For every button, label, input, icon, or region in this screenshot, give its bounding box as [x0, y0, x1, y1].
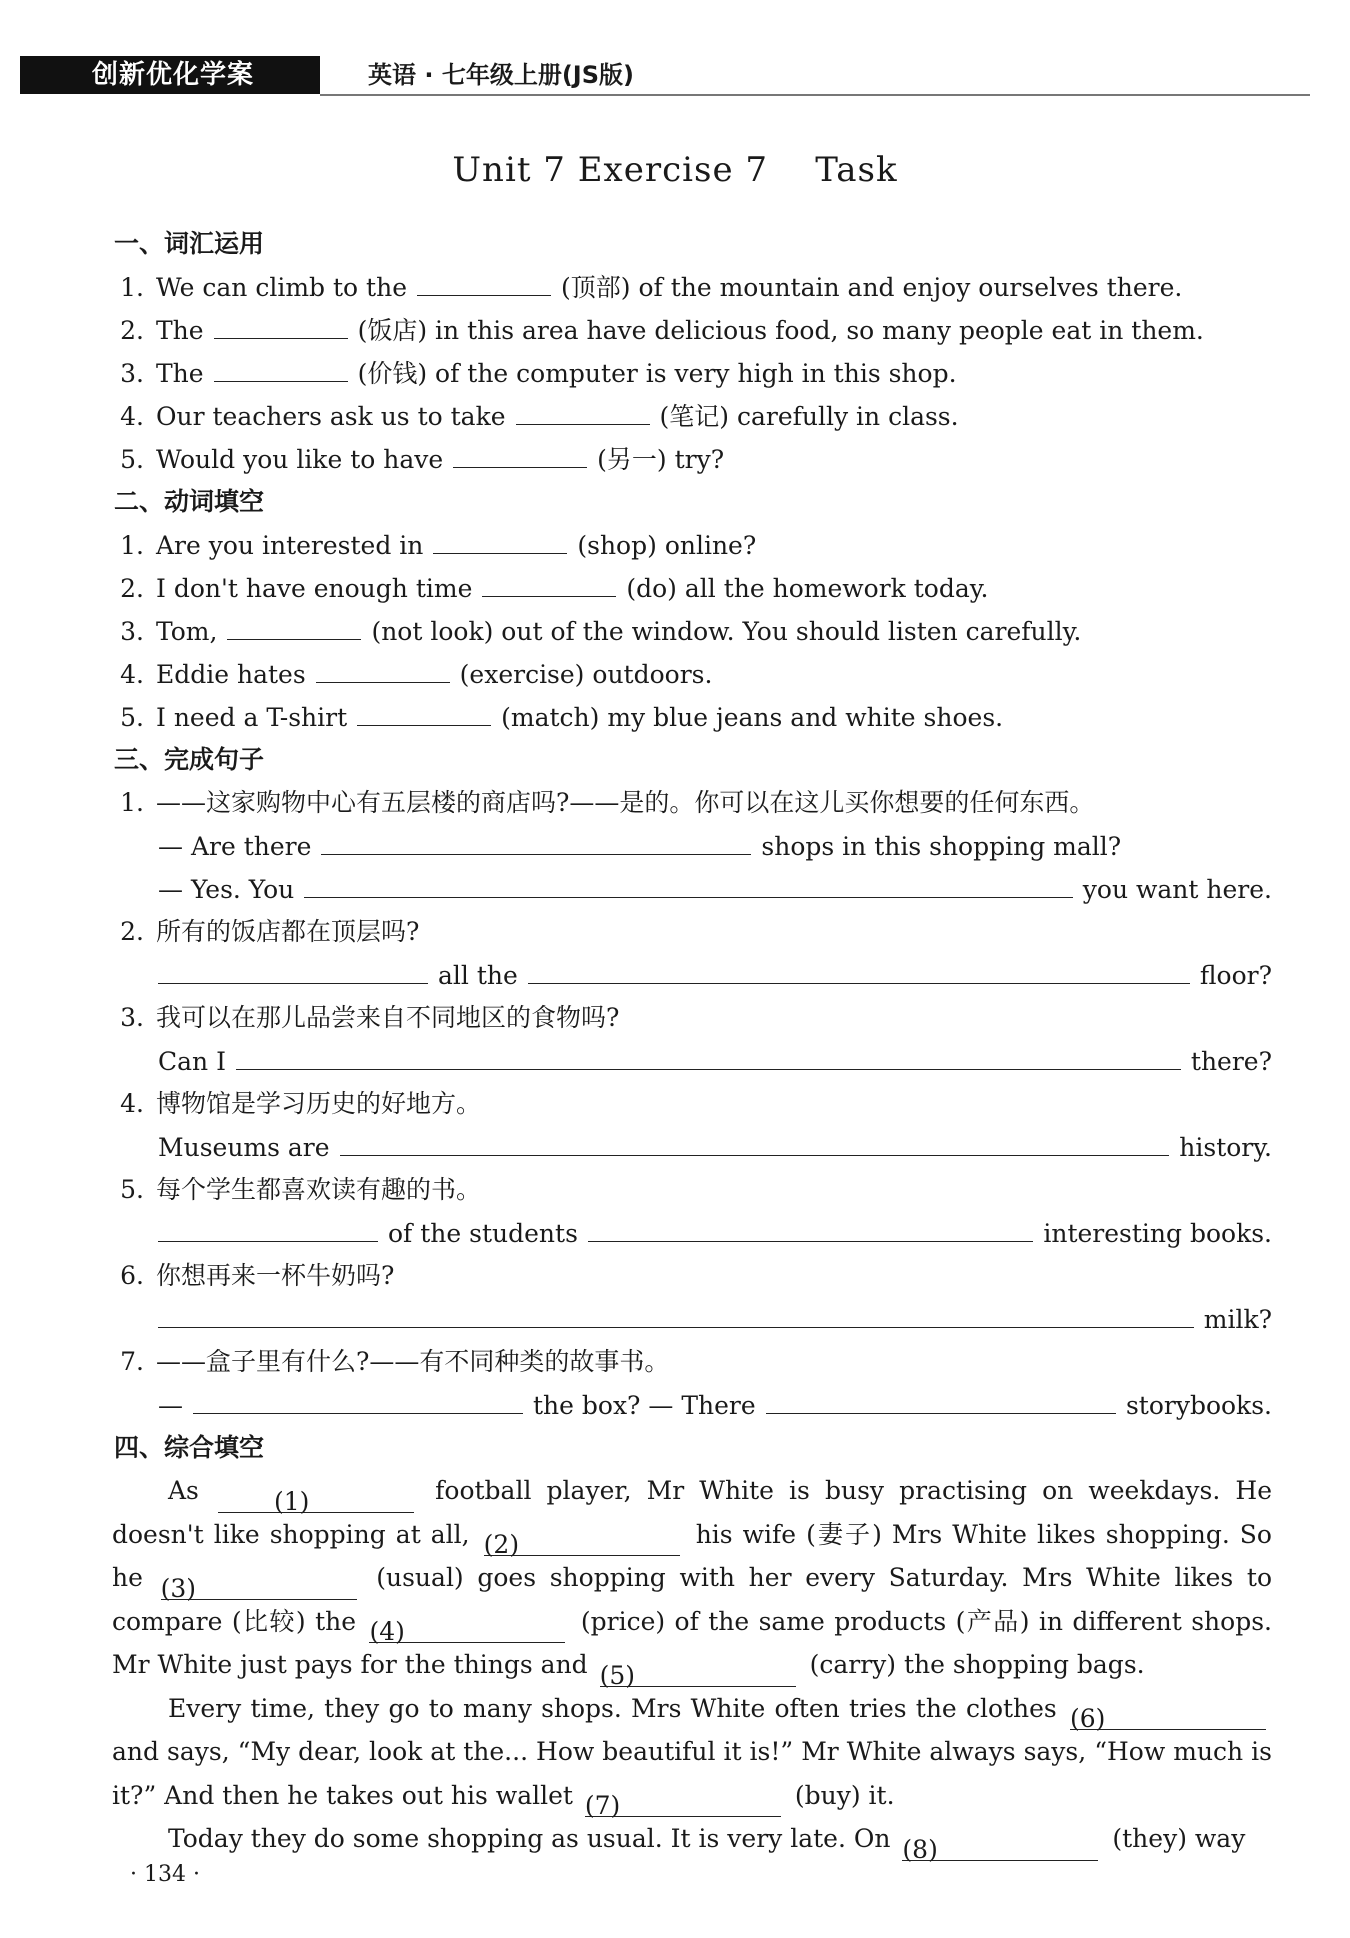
item-text: all the	[438, 961, 518, 990]
chinese-prompt: ——这家购物中心有五层楼的商店吗?——是的。你可以在这儿买你想要的任何东西。	[156, 788, 1095, 817]
exercise-item	[114, 1254, 1272, 1297]
cloze-blank-2[interactable]	[483, 1523, 680, 1559]
exercise-item	[114, 695, 1272, 738]
item-number: 1.	[120, 788, 144, 817]
para-text: (they) way	[1112, 1824, 1246, 1853]
item-text: (价钱) of the computer is very high in this shop.	[357, 359, 957, 388]
item-text: there?	[1190, 1047, 1272, 1076]
answer-line	[114, 1383, 1272, 1426]
item-text: (另一) try?	[597, 445, 725, 474]
para-text: Today they do some shopping as usual. It is very late. On	[168, 1824, 891, 1853]
page-number: · 134 ·	[130, 1862, 200, 1887]
item-text: shops in this shopping mall?	[761, 832, 1122, 861]
exercise-item	[114, 308, 1272, 351]
item-number: 5.	[120, 445, 144, 474]
answer-blank[interactable]	[340, 1125, 1170, 1156]
item-text: you want here.	[1082, 875, 1272, 904]
exercise-item	[114, 1082, 1272, 1125]
item-text: history.	[1179, 1133, 1272, 1162]
exercise-item	[114, 523, 1272, 566]
para-text: football player, Mr White is busy practising on weekdays. He doesn't like shopping at all,	[112, 1476, 1273, 1549]
para-text: and says, “My dear, look at the... How beautiful it is!” Mr White always says, “How much is it?” And then he takes out his wallet	[112, 1737, 1272, 1810]
answer-line	[114, 953, 1272, 996]
item-number: 3.	[120, 1003, 144, 1032]
exercise-item	[114, 351, 1272, 394]
exercise-item	[114, 1340, 1272, 1383]
item-text: The	[156, 359, 204, 388]
answer-blank[interactable]	[357, 695, 491, 726]
item-text: I don't have enough time	[156, 574, 473, 603]
para-text: Every time, they go to many shops. Mrs White often tries the clothes	[168, 1693, 1057, 1723]
item-text: floor?	[1199, 961, 1272, 990]
answer-blank[interactable]	[193, 1383, 523, 1414]
item-number: 5.	[120, 1175, 144, 1204]
blank-number: (6)	[1069, 1704, 1106, 1733]
item-text: Tom,	[156, 617, 218, 646]
item-text: (do) all the homework today.	[626, 574, 989, 603]
answer-blank[interactable]	[236, 1039, 1181, 1070]
cloze-blank-6[interactable]	[1069, 1697, 1266, 1733]
chinese-prompt: 博物馆是学习历史的好地方。	[156, 1089, 482, 1118]
item-number: 5.	[120, 703, 144, 732]
answer-blank[interactable]	[214, 351, 348, 382]
para-text: (carry) the shopping bags.	[809, 1650, 1145, 1679]
blank-number: (3)	[160, 1573, 196, 1603]
answer-blank[interactable]	[417, 265, 551, 296]
answer-blank[interactable]	[304, 867, 1073, 898]
item-number: 4.	[120, 660, 144, 689]
item-number: 2.	[120, 574, 144, 603]
item-text: Museums are	[158, 1133, 330, 1162]
exercise-item	[114, 1168, 1272, 1211]
section-heading-verbs: 二、动词填空	[114, 487, 265, 516]
answer-blank[interactable]	[158, 1211, 378, 1242]
item-text: —	[158, 1391, 183, 1420]
item-text: We can climb to the	[156, 273, 407, 302]
worksheet-content	[112, 222, 1273, 1864]
page-title: Unit 7 Exercise 7 Task	[452, 150, 898, 190]
item-text: Eddie hates	[156, 660, 306, 689]
blank-number: (5)	[599, 1660, 636, 1690]
item-text: — Yes. You	[158, 875, 295, 904]
answer-line	[114, 1211, 1272, 1254]
item-number: 4.	[120, 402, 144, 431]
item-number: 6.	[120, 1261, 144, 1290]
answer-line	[114, 824, 1272, 867]
cloze-paragraph-3	[112, 1817, 1272, 1864]
cloze-blank-1[interactable]	[218, 1480, 414, 1516]
cloze-paragraph-1	[112, 1469, 1273, 1690]
exercise-item	[114, 566, 1272, 609]
blank-number: (7)	[584, 1791, 621, 1820]
para-text: his wife (妻子) Mrs White likes shopping. So he	[112, 1519, 1272, 1592]
item-number: 1.	[120, 273, 144, 302]
answer-blank[interactable]	[588, 1211, 1033, 1242]
item-text: (not look) out of the window. You should listen carefully.	[371, 617, 1082, 646]
item-text: (饭店) in this area have delicious food, so many people eat in them.	[357, 316, 1204, 345]
item-text: milk?	[1203, 1305, 1272, 1334]
section-heading-cloze: 四、综合填空	[114, 1433, 265, 1462]
answer-blank[interactable]	[766, 1383, 1116, 1414]
exercise-item	[114, 781, 1272, 824]
item-text: the box? — There	[533, 1391, 756, 1420]
item-text: Would you like to have	[156, 445, 444, 474]
answer-blank[interactable]	[433, 523, 567, 554]
item-number: 3.	[120, 359, 144, 388]
section-heading-vocabulary: 一、词汇运用	[114, 229, 265, 258]
item-text: (笔记) carefully in class.	[659, 402, 959, 431]
cloze-blank-5[interactable]	[599, 1654, 796, 1690]
brand-logo: 创新优化学案	[20, 56, 320, 94]
para-text: (usual) goes shopping with her every Saturday. Mrs White likes to compare (比较) the	[112, 1563, 1272, 1636]
chinese-prompt: 我可以在那儿品尝来自不同地区的食物吗?	[156, 1003, 620, 1032]
blank-number: (8)	[902, 1834, 938, 1864]
book-title: 英语 · 七年级上册(JS版)	[368, 61, 634, 89]
chinese-prompt: 你想再来一杯牛奶吗?	[156, 1261, 395, 1290]
answer-blank[interactable]	[482, 566, 616, 597]
chinese-prompt: 所有的饭店都在顶层吗?	[156, 917, 420, 946]
item-text: (match) my blue jeans and white shoes.	[501, 703, 1004, 732]
answer-blank[interactable]	[528, 953, 1190, 984]
exercise-item	[114, 437, 1272, 480]
exercise-item	[114, 910, 1272, 953]
item-text: of the students	[388, 1219, 578, 1248]
answer-blank[interactable]	[158, 953, 428, 984]
item-text: Our teachers ask us to take	[156, 402, 506, 431]
exercise-item	[114, 652, 1272, 695]
cloze-blank-4[interactable]	[369, 1610, 565, 1646]
answer-line	[114, 1039, 1272, 1082]
cloze-blank-3[interactable]	[160, 1567, 357, 1603]
answer-blank[interactable]	[158, 1297, 1194, 1328]
answer-blank[interactable]	[453, 437, 587, 468]
answer-line	[114, 1125, 1272, 1168]
section-heading-sentences: 三、完成句子	[114, 745, 265, 774]
exercise-item	[114, 265, 1272, 308]
cloze-blank-8[interactable]	[902, 1828, 1098, 1864]
item-number: 3.	[120, 617, 144, 646]
chinese-prompt: 每个学生都喜欢读有趣的书。	[156, 1175, 482, 1204]
item-text: Are you interested in	[156, 531, 424, 560]
header-divider	[320, 94, 1310, 96]
item-text: interesting books.	[1043, 1219, 1272, 1248]
exercise-item	[114, 609, 1272, 652]
exercise-item	[114, 996, 1272, 1039]
answer-line	[114, 1297, 1272, 1340]
blank-number: (1)	[274, 1486, 310, 1516]
item-text: (shop) online?	[577, 531, 757, 560]
para-text: As	[168, 1476, 199, 1505]
item-number: 2.	[120, 917, 144, 946]
blank-number: (2)	[483, 1530, 520, 1559]
answer-line	[114, 867, 1272, 910]
cloze-blank-7[interactable]	[584, 1784, 781, 1820]
answer-blank[interactable]	[321, 824, 751, 855]
item-number: 2.	[120, 316, 144, 345]
item-number: 1.	[120, 531, 144, 560]
exercise-item	[114, 394, 1272, 437]
item-text: I need a T-shirt	[156, 703, 348, 732]
item-text: — Are there	[158, 832, 312, 861]
item-text: Can I	[158, 1047, 226, 1076]
answer-blank[interactable]	[214, 308, 348, 339]
answer-blank[interactable]	[227, 609, 361, 640]
blank-number: (4)	[369, 1617, 405, 1646]
para-text: (buy) it.	[794, 1780, 895, 1810]
answer-blank[interactable]	[316, 652, 450, 683]
cloze-paragraph-2	[112, 1687, 1272, 1818]
item-number: 4.	[120, 1089, 144, 1118]
item-text: (顶部) of the mountain and enjoy ourselves there.	[561, 273, 1183, 302]
item-number: 7.	[120, 1347, 144, 1376]
item-text: (exercise) outdoors.	[459, 660, 713, 689]
answer-blank[interactable]	[516, 394, 650, 425]
para-text: (price) of the same products (产品) in different shops. Mr White just pays for the things and	[112, 1606, 1272, 1679]
page-header	[20, 52, 1310, 98]
item-text: The	[156, 316, 204, 345]
item-text: storybooks.	[1125, 1391, 1272, 1420]
chinese-prompt: ——盒子里有什么?——有不同种类的故事书。	[156, 1347, 670, 1376]
